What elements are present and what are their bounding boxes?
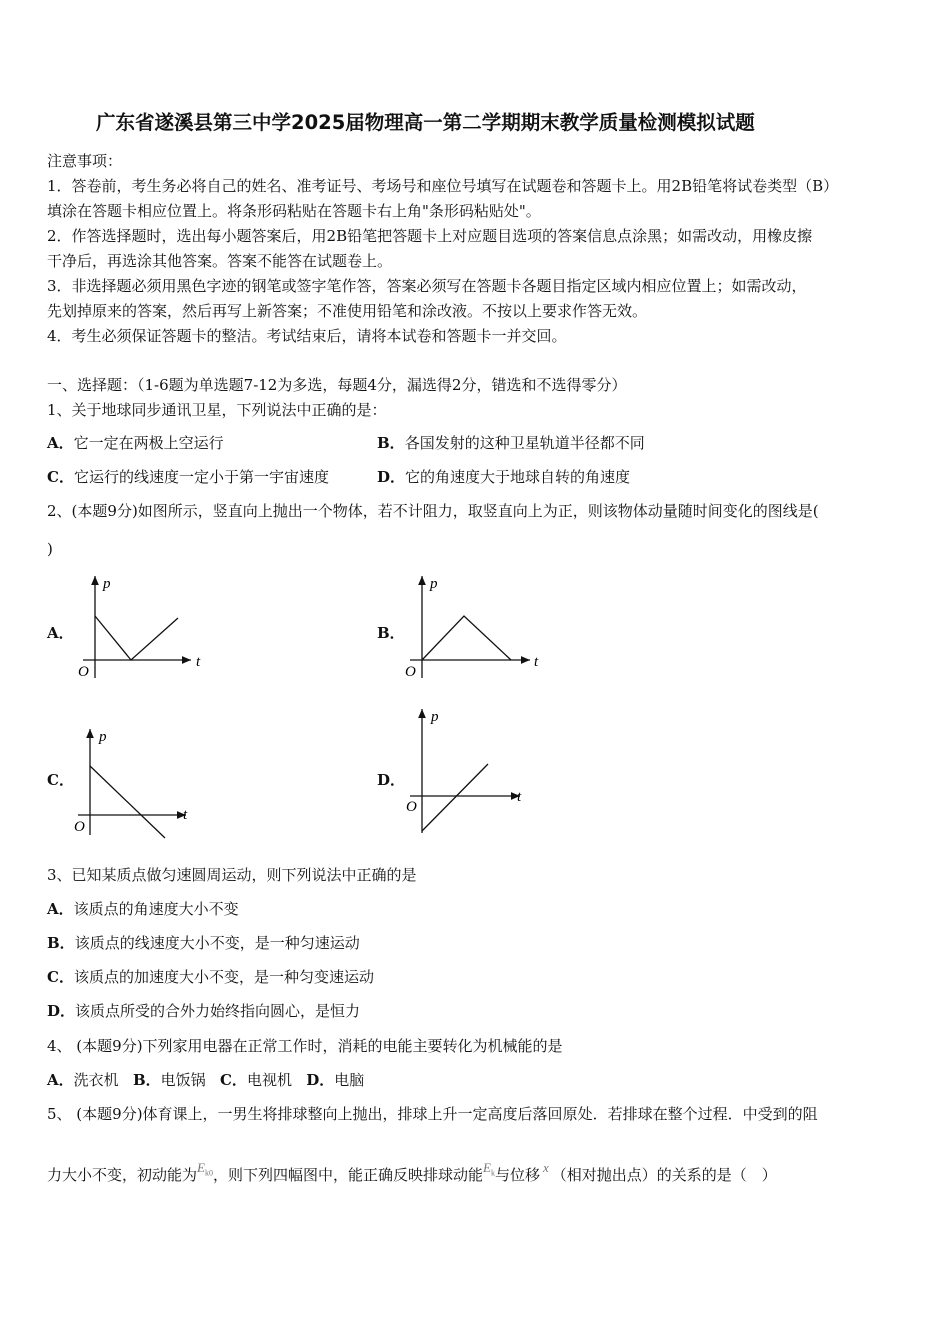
axis-label-t: t <box>183 807 188 823</box>
option-text: 它运行的线速度一定小于第一宇宙速度 <box>73 468 329 486</box>
option-text: 该质点的角速度大小不变 <box>73 900 239 918</box>
q3-option-d <box>47 1002 360 1020</box>
axis-label-t: t <box>534 654 539 670</box>
notice-line: 2．作答选择题时，选出每小题答案后，用2B铅笔把答题卡上对应题目选项的答案信息点涂黑；如需改动，用橡皮擦 <box>47 227 813 245</box>
option-label: B． <box>132 1071 161 1089</box>
option-label: A． <box>47 900 74 918</box>
option-label: D． <box>306 1071 335 1089</box>
q5-text: 力大小不变，初动能为 <box>47 1166 198 1184</box>
notice-line: 3．非选择题必须用黑色字迹的钢笔或签字笔作答，答案必须写在答题卡各题目指定区域内相应位置上；如需改动， <box>47 277 807 295</box>
option-label: A． <box>47 434 74 452</box>
option-label: A． <box>47 1071 74 1089</box>
option-label: D． <box>47 1002 76 1020</box>
option-label: D． <box>377 468 406 486</box>
q5-stem-line2 <box>47 1160 777 1191</box>
q2-option-d-label: D． <box>377 771 406 789</box>
notice-line: 1．答卷前，考生务必将自己的姓名、准考证号、考场号和座位号填写在试题卷和答题卡上。用2B铅笔将试卷类型（B） <box>47 177 839 195</box>
q1-stem: 1、关于地球同步通讯卫星，下列说法中正确的是： <box>47 401 387 419</box>
axis-label-t: t <box>517 789 522 805</box>
option-label: B． <box>377 434 405 452</box>
q2-graph-c <box>72 725 202 843</box>
axis-label-p: p <box>103 576 111 592</box>
option-label: C． <box>47 968 74 986</box>
option-text: 电饭锅 <box>160 1071 206 1089</box>
q4-stem: 4、 (本题9分)下列家用电器在正常工作时，消耗的电能主要转化为机械能的是 <box>47 1037 563 1055</box>
graph-line <box>90 766 165 838</box>
q3-option-b <box>47 934 360 952</box>
axis-label-p: p <box>431 709 439 725</box>
q2-stem-end: ) <box>47 540 53 558</box>
notice-line: 先划掉原来的答案，然后再写上新答案；不准使用铅笔和涂改液。不按以上要求作答无效。 <box>47 302 648 320</box>
q5-stem: 5、 (本题9分)体育课上，一男生将排球整向上抛出，排球上升一定高度后落回原处．若排球在整个过程．中受到的阻 <box>47 1105 818 1123</box>
q3-option-c <box>47 968 374 986</box>
option-label: B． <box>47 934 75 952</box>
option-text: 各国发射的这种卫星轨道半径都不同 <box>404 434 645 452</box>
origin-label: O <box>74 819 85 835</box>
q1-option-a <box>47 434 224 452</box>
q5-text: ，则下列四幅图中，能正确反映排球动能 <box>212 1166 483 1184</box>
option-text: 该质点的加速度大小不变，是一种匀变速运动 <box>73 968 374 986</box>
q4-options <box>47 1071 364 1089</box>
section-heading: 一、选择题：（1-6题为单选题7-12为多选，每题4分，漏选得2分，错选和不选得零分） <box>47 376 627 394</box>
q2-graph-d <box>404 705 539 837</box>
q2-stem: 2、(本题9分)如图所示，竖直向上抛出一个物体，若不计阻力，取竖直向上为正，则该物体动量随时间变化的图线是( <box>47 502 819 520</box>
notice-line: 4．考生必须保证答题卡的整洁。考试结束后，请将本试卷和答题卡一并交回。 <box>47 327 567 345</box>
option-label: C． <box>47 468 74 486</box>
notice-line: 干净后，再选涂其他答案。答案不能答在试题卷上。 <box>47 252 393 270</box>
q1-option-d <box>377 468 630 486</box>
q1-option-b <box>377 434 645 452</box>
notice-line: 填涂在答题卡相应位置上。将条形码粘贴在答题卡右上角"条形码粘贴处"。 <box>47 202 541 220</box>
option-text: 该质点的线速度大小不变，是一种匀速运动 <box>74 934 360 952</box>
option-text: 该质点所受的合外力始终指向圆心，是恒力 <box>75 1002 361 1020</box>
option-text: 电视机 <box>246 1071 292 1089</box>
q5-text: 与位移 <box>494 1166 540 1184</box>
q2-graph-b <box>403 570 553 685</box>
q2-option-a-label: A． <box>47 624 74 642</box>
q2-graph-a <box>75 570 210 685</box>
q1-option-c <box>47 468 329 486</box>
ek-symbol: $E_k$ <box>482 1160 495 1178</box>
origin-label: O <box>405 664 416 680</box>
q2-option-c-label: C． <box>47 771 74 789</box>
graph-line <box>422 616 511 660</box>
q2-option-b-label: B． <box>377 624 405 642</box>
option-text: 洗衣机 <box>73 1071 119 1089</box>
graph-line <box>422 764 488 831</box>
q3-option-a <box>47 900 239 918</box>
axis-label-t: t <box>196 654 201 670</box>
origin-label: O <box>406 799 417 815</box>
axis-label-p: p <box>430 576 438 592</box>
q3-stem: 3、已知某质点做匀速圆周运动，则下列说法中正确的是 <box>47 866 417 884</box>
option-text: 它的角速度大于地球自转的角速度 <box>405 468 631 486</box>
option-label: C． <box>219 1071 247 1089</box>
origin-label: O <box>78 664 89 680</box>
ek0-symbol: $E_{k0}$ <box>197 1160 213 1178</box>
option-text: 它一定在两极上空运行 <box>73 434 224 452</box>
axis-label-p: p <box>99 729 107 745</box>
q5-text: （相对抛出点）的关系的是（ ） <box>551 1166 777 1184</box>
option-text: 电脑 <box>334 1071 365 1089</box>
x-symbol: x <box>542 1160 549 1175</box>
graph-line <box>95 616 178 660</box>
notice-heading: 注意事项： <box>47 152 123 170</box>
page-title: 广东省遂溪县第三中学2025届物理高一第二学期期末教学质量检测模拟试题 <box>96 111 755 134</box>
